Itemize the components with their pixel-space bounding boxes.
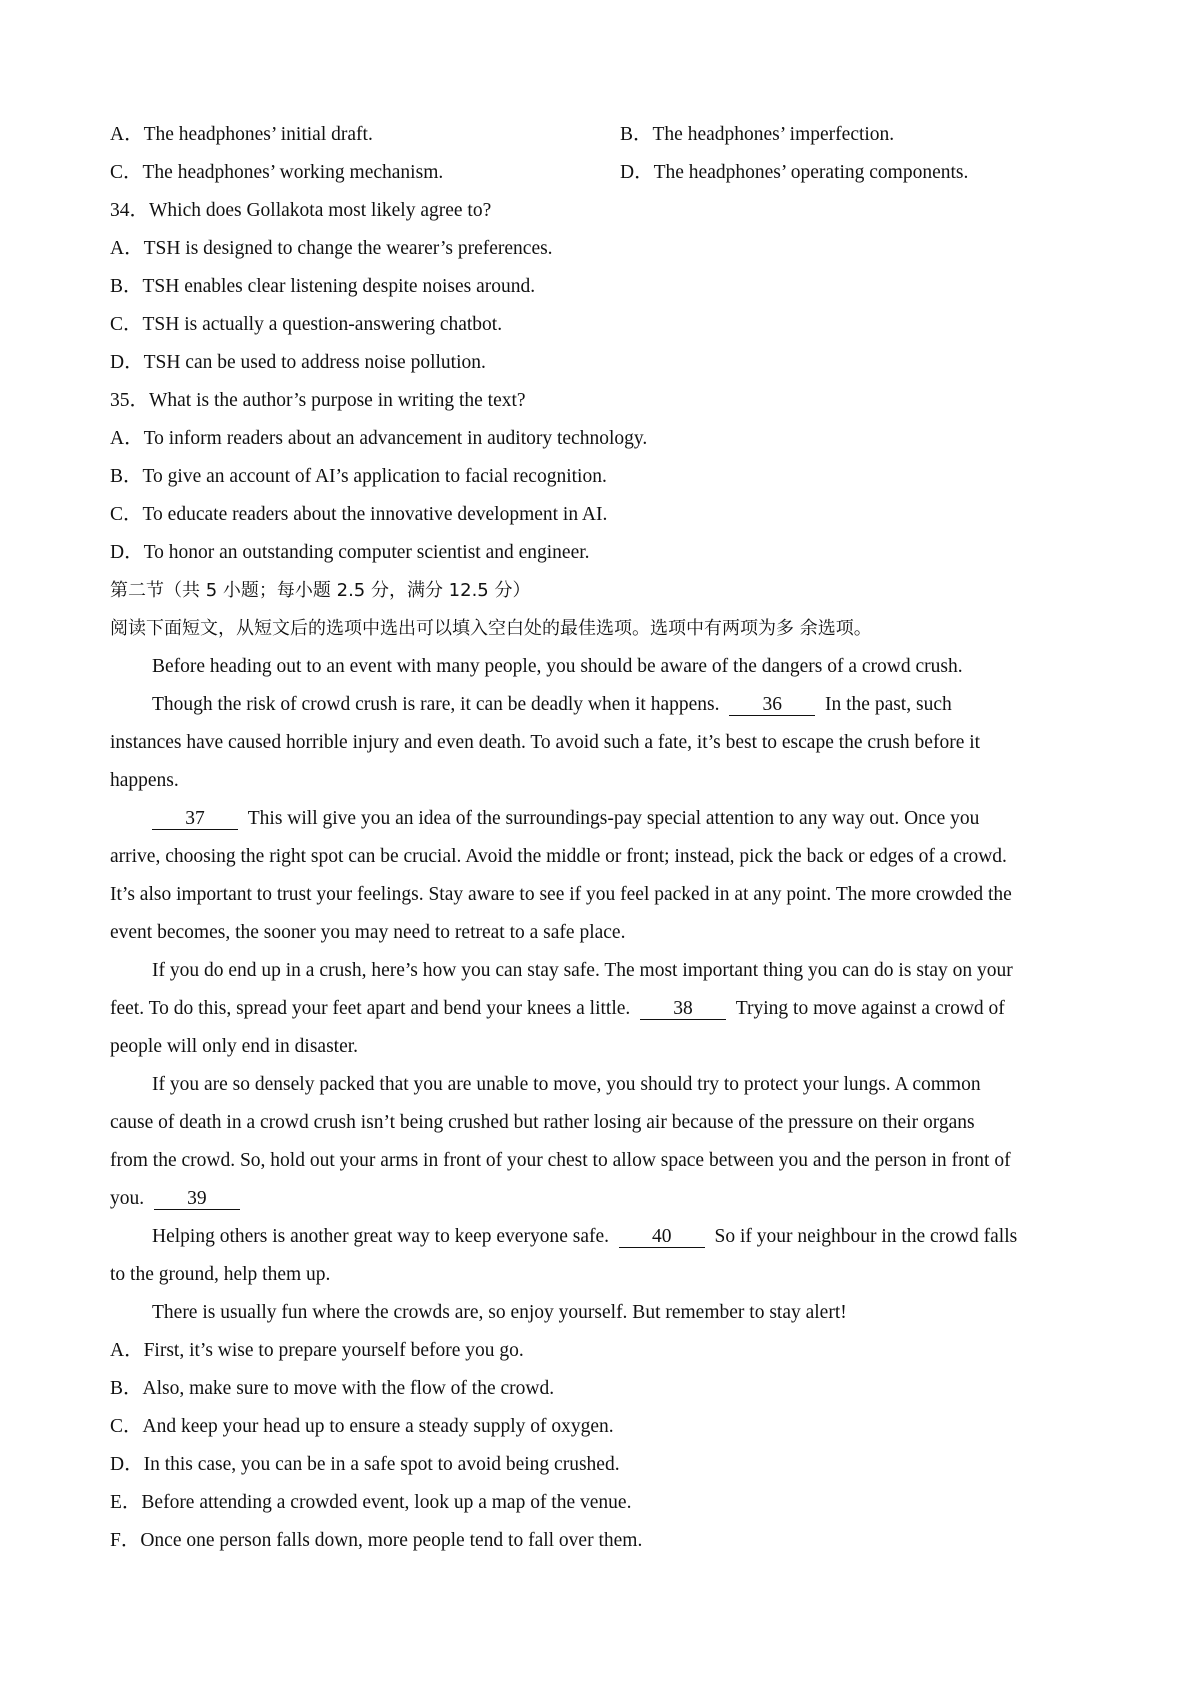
answer-option-b: B．Also, make sure to move with the flow of the crowd.: [110, 1378, 555, 1399]
blank-38[interactable]: 38: [640, 999, 726, 1020]
passage-p5-line3: from the crowd. So, hold out your arms in front of your chest to allow space between you and the person in front of: [110, 1150, 1011, 1171]
option-letter: B．: [620, 124, 653, 145]
option-text: The headphones’ initial draft.: [143, 124, 373, 145]
option-letter: A．: [110, 124, 144, 145]
q35-option-a: A．To inform readers about an advancement in auditory technology.: [110, 428, 648, 449]
passage-text: you.: [110, 1188, 145, 1209]
option-letter: C．: [110, 162, 143, 183]
blank-40[interactable]: 40: [619, 1227, 705, 1248]
option-text: The headphones’ working mechanism.: [142, 162, 444, 183]
passage-p1: Before heading out to an event with many people, you should be aware of the dangers of a crowd crush.: [152, 656, 963, 677]
q34-option-a: A．TSH is designed to change the wearer’s preferences.: [110, 238, 553, 259]
q35-stem: 35．What is the author’s purpose in writing the text?: [110, 390, 526, 411]
passage-p4-line1: If you do end up in a crush, here’s how you can stay safe. The most important thing you can do is stay on your: [152, 960, 1013, 981]
passage-p3-line2: arrive, choosing the right spot can be crucial. Avoid the middle or front; instead, pick the back or edges of a crowd.: [110, 846, 1007, 867]
passage-text: This will give you an idea of the surroundings-pay special attention to any way out. Once you: [247, 808, 980, 829]
passage-p4-line3: people will only end in disaster.: [110, 1036, 359, 1057]
passage-text: So if your neighbour in the crowd falls: [714, 1226, 1018, 1247]
blank-39[interactable]: 39: [154, 1189, 240, 1210]
passage-p5-line2: cause of death in a crowd crush isn’t being crushed but rather losing air because of the pressure on their organs: [110, 1112, 975, 1133]
passage-p3-line1: [152, 807, 1152, 831]
passage-p3-line3: It’s also important to trust your feelings. Stay aware to see if you feel packed in at any point. The more crowded the: [110, 884, 1012, 905]
answer-option-d: D．In this case, you can be in a safe spot to avoid being crushed.: [110, 1454, 620, 1475]
passage-p5-line1: If you are so densely packed that you are unable to move, you should try to protect your lungs. A common: [152, 1074, 981, 1095]
passage-p4-line2: [110, 997, 1110, 1021]
passage-text: feet. To do this, spread your feet apart and bend your knees a little.: [110, 998, 631, 1019]
passage-text: Trying to move against a crowd of: [735, 998, 1005, 1019]
q35-option-c: C．To educate readers about the innovative development in AI.: [110, 504, 608, 525]
passage-p2-line3: happens.: [110, 770, 179, 791]
option-letter: D．: [620, 162, 654, 183]
answer-option-f: F．Once one person falls down, more people tend to fall over them.: [110, 1530, 643, 1551]
passage-p2-line2: instances have caused horrible injury and even death. To avoid such a fate, it’s best to escape the crush before it: [110, 732, 981, 753]
passage-p6-line2: to the ground, help them up.: [110, 1264, 331, 1285]
passage-text: In the past, such: [825, 694, 952, 715]
q33-option-d: [620, 161, 1080, 185]
passage-p3-line4: event becomes, the sooner you may need to retreat to a safe place.: [110, 922, 626, 943]
answer-option-a: A．First, it’s wise to prepare yourself before you go.: [110, 1340, 524, 1361]
section-title: 第二节（共 5 小题；每小题 2.5 分，满分 12.5 分）: [110, 580, 531, 601]
q34-option-c: C．TSH is actually a question-answering chatbot.: [110, 314, 503, 335]
passage-p7: There is usually fun where the crowds are, so enjoy yourself. But remember to stay alert!: [152, 1302, 847, 1323]
passage-p6-line1: [152, 1225, 1152, 1249]
passage-text: Though the risk of crowd crush is rare, it can be deadly when it happens.: [152, 694, 720, 715]
passage-p2-line1: [152, 693, 1152, 717]
blank-37[interactable]: 37: [152, 809, 238, 830]
q34-stem: 34．Which does Gollakota most likely agree to?: [110, 200, 492, 221]
answer-option-c: C．And keep your head up to ensure a steady supply of oxygen.: [110, 1416, 614, 1437]
answer-option-e: E．Before attending a crowded event, look up a map of the venue.: [110, 1492, 632, 1513]
passage-text: Helping others is another great way to keep everyone safe.: [152, 1226, 609, 1247]
option-text: The headphones’ operating components.: [653, 162, 969, 183]
section-instruction: 阅读下面短文，从短文后的选项中选出可以填入空白处的最佳选项。选项中有两项为多 余选项。: [110, 618, 872, 639]
q34-option-b: B．TSH enables clear listening despite noises around.: [110, 276, 536, 297]
blank-36[interactable]: 36: [729, 695, 815, 716]
option-text: The headphones’ imperfection.: [652, 124, 895, 145]
q35-option-d: D．To honor an outstanding computer scientist and engineer.: [110, 542, 590, 563]
q33-option-b: [620, 123, 1080, 147]
q35-option-b: B．To give an account of AI’s application to facial recognition.: [110, 466, 607, 487]
q34-option-d: D．TSH can be used to address noise pollution.: [110, 352, 486, 373]
passage-p5-line4: [110, 1187, 1110, 1211]
